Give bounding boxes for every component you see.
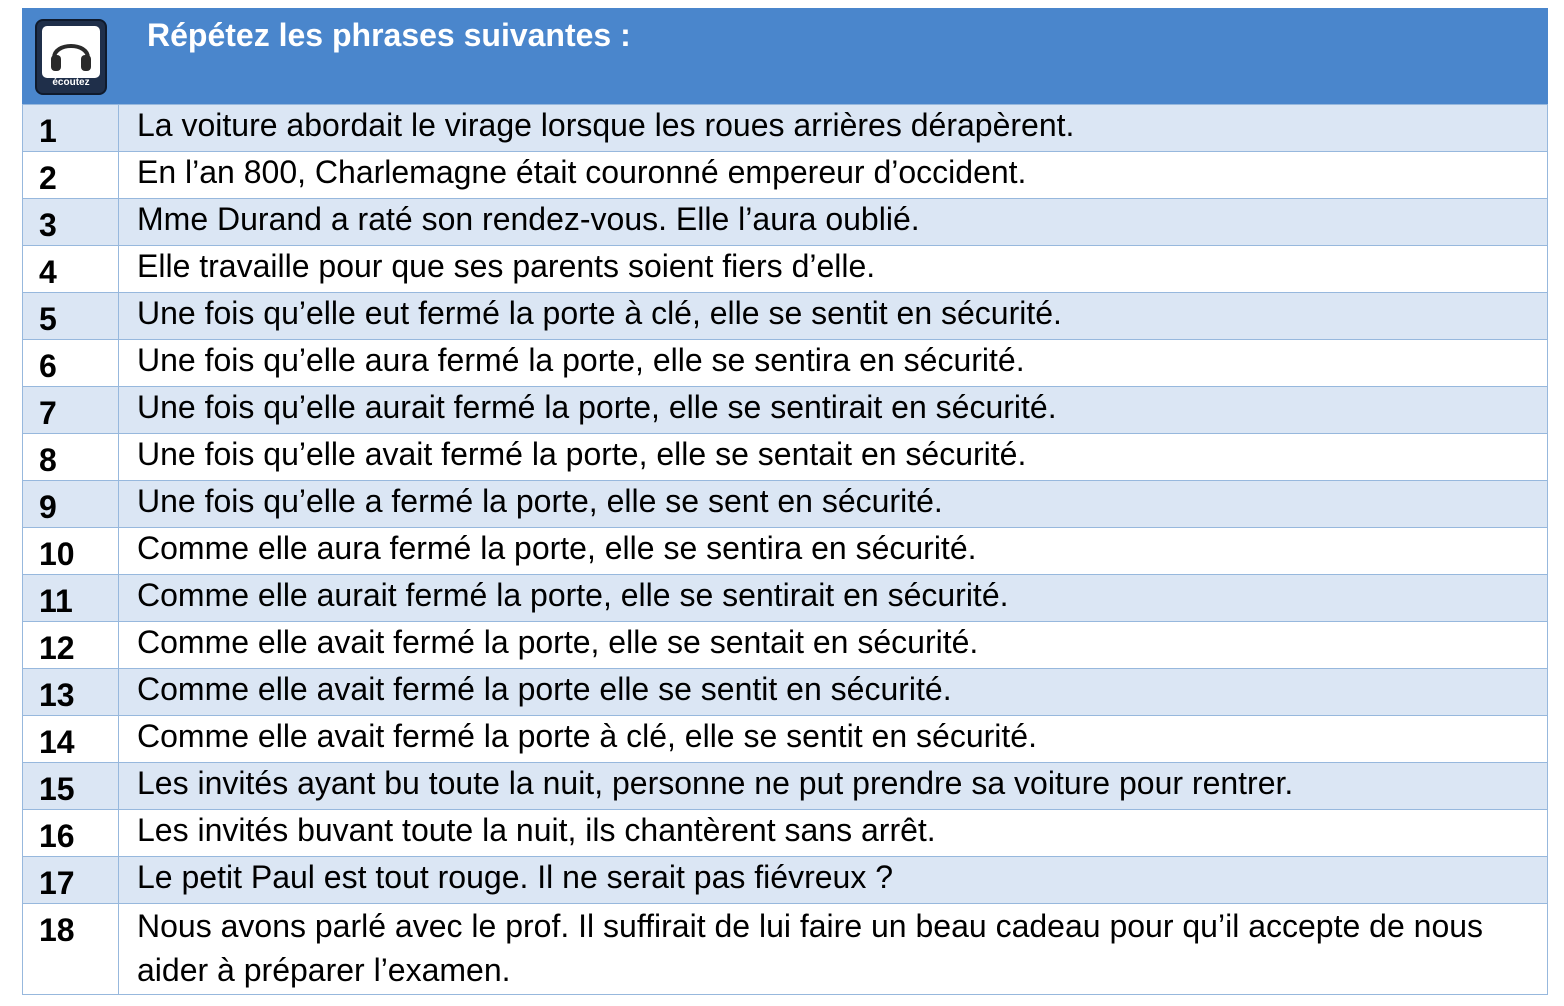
row-number: 4 [23, 246, 119, 293]
row-number: 7 [23, 387, 119, 434]
sentence-text: Comme elle aura fermé la porte, elle se sentira en sécurité. [119, 528, 1548, 575]
table-row [23, 763, 1548, 810]
sentence-text: Les invités buvant toute la nuit, ils chantèrent sans arrêt. [119, 810, 1548, 857]
row-number: 5 [23, 293, 119, 340]
row-number: 12 [23, 622, 119, 669]
table-row [23, 904, 1548, 995]
sentences-table [22, 104, 1548, 995]
sentence-text: Comme elle avait fermé la porte elle se sentit en sécurité. [119, 669, 1548, 716]
table-row [23, 152, 1548, 199]
row-number: 2 [23, 152, 119, 199]
sentence-text: Elle travaille pour que ses parents soient fiers d’elle. [119, 246, 1548, 293]
sentence-text: Une fois qu’elle avait fermé la porte, elle se sentait en sécurité. [119, 434, 1548, 481]
row-number: 18 [23, 904, 119, 995]
sentence-text: Une fois qu’elle aurait fermé la porte, elle se sentirait en sécurité. [119, 387, 1548, 434]
row-number: 17 [23, 857, 119, 904]
instruction-title: Répétez les phrases suivantes : [147, 17, 631, 53]
row-number: 3 [23, 199, 119, 246]
table-row [23, 716, 1548, 763]
row-number: 10 [23, 528, 119, 575]
sentence-text: Les invités ayant bu toute la nuit, personne ne put prendre sa voiture pour rentrer. [119, 763, 1548, 810]
row-number: 15 [23, 763, 119, 810]
sentence-text: Une fois qu’elle a fermé la porte, elle se sent en sécurité. [119, 481, 1548, 528]
row-number: 1 [23, 105, 119, 152]
sentence-text: Une fois qu’elle aura fermé la porte, elle se sentira en sécurité. [119, 340, 1548, 387]
table-row [23, 857, 1548, 904]
sentence-text: Comme elle avait fermé la porte, elle se sentait en sécurité. [119, 622, 1548, 669]
table-row [23, 481, 1548, 528]
sentence-text: En l’an 800, Charlemagne était couronné empereur d’occident. [119, 152, 1548, 199]
row-number: 16 [23, 810, 119, 857]
listen-label: écoutez [52, 77, 90, 88]
listen-button[interactable] [35, 19, 107, 95]
table-row [23, 199, 1548, 246]
table-row [23, 340, 1548, 387]
sentence-text: La voiture abordait le virage lorsque les roues arrières dérapèrent. [119, 105, 1548, 152]
row-number: 8 [23, 434, 119, 481]
table-row [23, 528, 1548, 575]
table-row [23, 810, 1548, 857]
row-number: 6 [23, 340, 119, 387]
row-number: 11 [23, 575, 119, 622]
table-row [23, 293, 1548, 340]
table-row [23, 575, 1548, 622]
headphones-icon [42, 26, 100, 78]
sentence-text: Comme elle avait fermé la porte à clé, elle se sentit en sécurité. [119, 716, 1548, 763]
table-row [23, 387, 1548, 434]
table-row [23, 246, 1548, 293]
row-number: 14 [23, 716, 119, 763]
sentence-text: Comme elle aurait fermé la porte, elle se sentirait en sécurité. [119, 575, 1548, 622]
table-header [22, 8, 1548, 104]
sentence-text: Une fois qu’elle eut fermé la porte à clé, elle se sentit en sécurité. [119, 293, 1548, 340]
table-row [23, 105, 1548, 152]
sentence-text: Nous avons parlé avec le prof. Il suffirait de lui faire un beau cadeau pour qu’il accepte de nous aider à préparer l’examen. [119, 904, 1548, 995]
table-row [23, 622, 1548, 669]
row-number: 13 [23, 669, 119, 716]
row-number: 9 [23, 481, 119, 528]
sentence-text: Le petit Paul est tout rouge. Il ne serait pas fiévreux ? [119, 857, 1548, 904]
sentence-text: Mme Durand a raté son rendez-vous. Elle l’aura oublié. [119, 199, 1548, 246]
table-row [23, 434, 1548, 481]
exercise-table-container [22, 8, 1548, 995]
table-row [23, 669, 1548, 716]
